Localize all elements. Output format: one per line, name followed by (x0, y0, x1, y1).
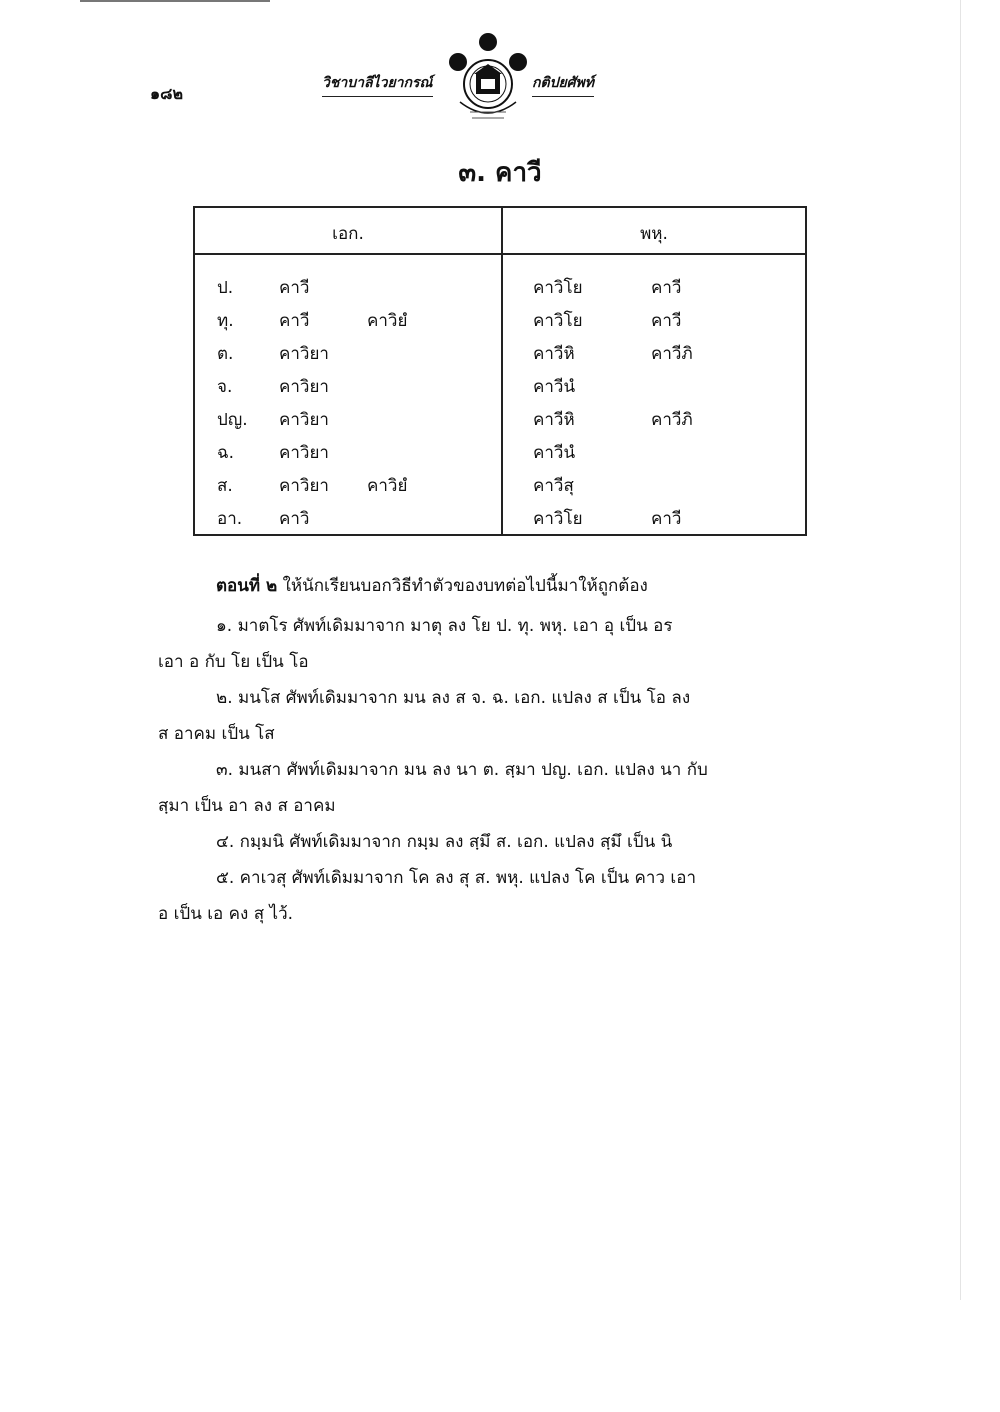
case-label: ต. (217, 344, 234, 364)
column-header-singular: เอก. (332, 224, 364, 244)
plural-form: คาวีหิ (533, 410, 575, 430)
top-scan-rule (80, 0, 270, 2)
plural-form-alt: คาวีภิ (651, 410, 693, 430)
table-row (195, 439, 805, 472)
plural-form-alt: คาวีภิ (651, 344, 693, 364)
case-label: ฉ. (217, 443, 234, 463)
table-row (195, 406, 805, 439)
exercise-item-line: ๔. กมฺมนิ ศัพท์เดิมมาจาก กมฺม ลง สฺมึ ส. เอก. แปลง สฺมึ เป็น นิ (216, 832, 673, 852)
table-row (195, 472, 805, 505)
plural-form-alt: คาวี (651, 311, 682, 331)
plural-form: คาวีหิ (533, 344, 575, 364)
case-label: อา. (217, 509, 243, 529)
plural-form: คาวิโย (533, 311, 583, 331)
monastery-emblem-icon (446, 32, 530, 132)
plural-form: คาวีสุ (533, 476, 574, 496)
running-title-left: วิชาบาลีไวยากรณ์ (322, 72, 433, 97)
table-row (195, 274, 805, 307)
exercise-item-line: ๒. มนโส ศัพท์เดิมมาจาก มน ลง ส จ. ฉ. เอก. แปลง ส เป็น โอ ลง (216, 688, 691, 708)
scan-edge-line (960, 0, 961, 1300)
exercise-item-line: สฺมา เป็น อา ลง ส อาคม (158, 796, 336, 816)
exercise-item-line: อ เป็น เอ คง สุ ไว้. (158, 904, 294, 924)
singular-form: คาวิยา (279, 410, 329, 430)
exercise-heading (216, 572, 648, 599)
exercise-item-line: ๑. มาตโร ศัพท์เดิมมาจาก มาตุ ลง โย ป. ทุ. พหุ. เอา อุ เป็น อร (216, 616, 673, 636)
singular-form: คาวิยา (279, 377, 329, 397)
plural-form-alt: คาวี (651, 278, 682, 298)
singular-form: คาวิยา (279, 476, 329, 496)
singular-form-alt: คาวิยํ (367, 476, 408, 496)
table-row (195, 373, 805, 406)
header-divider (195, 253, 805, 255)
case-label: ส. (217, 476, 233, 496)
singular-form: คาวิ (279, 509, 310, 529)
column-header-plural: พหุ. (640, 224, 668, 244)
exercise-item-line: ๕. คาเวสุ ศัพท์เดิมมาจาก โค ลง สุ ส. พหุ. แปลง โค เป็น คาว เอา (216, 868, 696, 888)
exercise-item-line: เอา อ กับ โย เป็น โอ (158, 652, 309, 672)
plural-form: คาวิโย (533, 278, 583, 298)
singular-form: คาวิยา (279, 344, 329, 364)
section-title: ๓. คาวี (458, 158, 542, 188)
page-header (150, 32, 620, 132)
plural-form-alt: คาวี (651, 509, 682, 529)
table-row (195, 505, 805, 538)
plural-form: คาวีนํ (533, 377, 576, 397)
singular-form-alt: คาวิยํ (367, 311, 408, 331)
case-label: ป. (217, 278, 234, 298)
table-row (195, 340, 805, 373)
exercise-instruction: ให้นักเรียนบอกวิธีทำตัวของบทต่อไปนี้มาให้ถูกต้อง (282, 576, 648, 596)
page-number: ๑๘๒ (150, 84, 184, 103)
declension-table (193, 206, 807, 536)
plural-form: คาวีนํ (533, 443, 576, 463)
singular-form: คาวี (279, 311, 310, 331)
singular-form: คาวิยา (279, 443, 329, 463)
plural-form: คาวิโย (533, 509, 583, 529)
case-label: ทุ. (217, 311, 234, 331)
case-label: ปญ. (217, 410, 248, 430)
running-title-right: กติปยศัพท์ (532, 72, 594, 97)
exercise-item-line: ๓. มนสา ศัพท์เดิมมาจาก มน ลง นา ต. สฺมา ปญ. เอก. แปลง นา กับ (216, 760, 708, 780)
exercise-heading-label: ตอนที่ ๒ (216, 576, 278, 596)
exercise-item-line: ส อาคม เป็น โส (158, 724, 275, 744)
case-label: จ. (217, 377, 233, 397)
table-row (195, 307, 805, 340)
singular-form: คาวี (279, 278, 310, 298)
